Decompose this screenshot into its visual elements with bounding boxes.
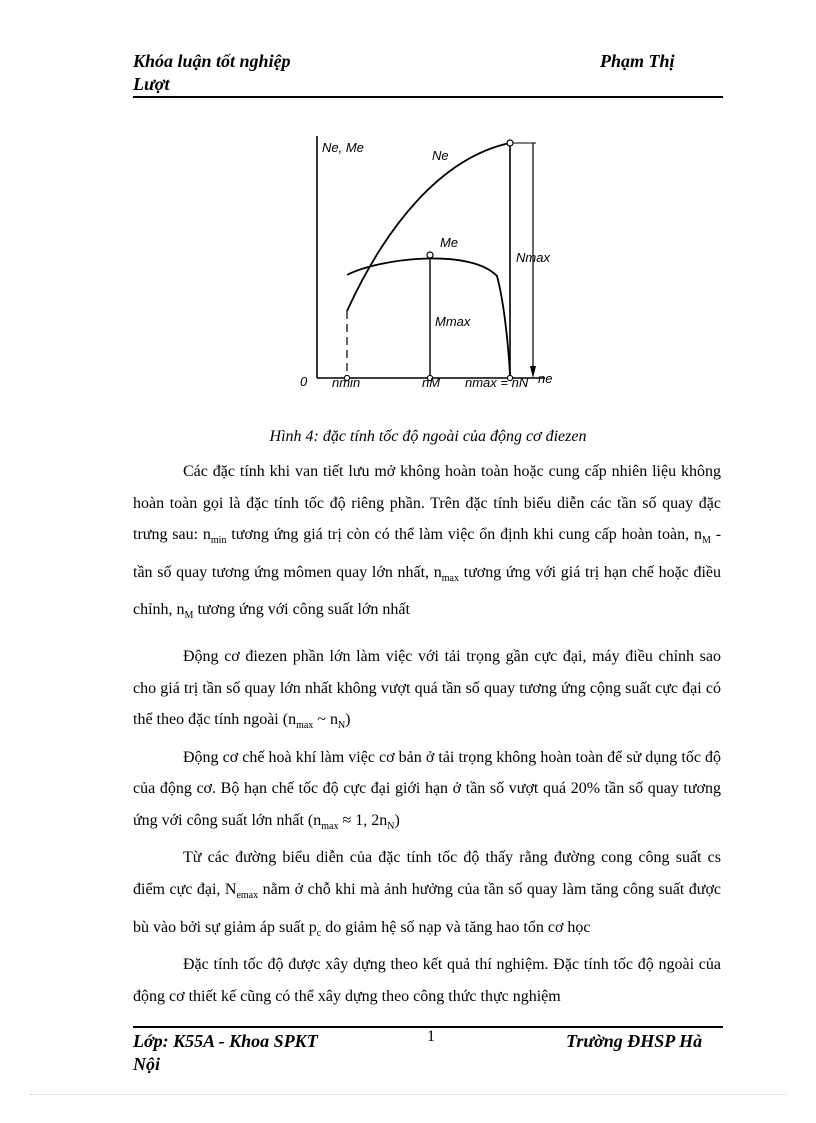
header-rule (133, 96, 723, 98)
speed-characteristic-figure (290, 128, 570, 418)
footer-class (133, 1030, 318, 1076)
me-curve-label: Me (440, 235, 459, 250)
power-max-marker (507, 140, 513, 146)
mmax-label: Mmax (435, 314, 471, 329)
power-curve (347, 143, 510, 311)
header-title-line1: Khóa luận tốt nghiệp (133, 51, 291, 71)
paragraph-2: Động cơ điezen phần lớn làm việc với tải trọng gần cực đại, máy điều chỉnh sao cho giá trị tần số quay lớn nhất không vượt quá tần số quay tương ứng cộng suất cực đại có thể theo đặc tính ngoài ($n_{max}$ ~ $n_N$) (133, 648, 721, 732)
y-axis-label: Ne, Me (322, 140, 364, 155)
footer-university: Trường ĐHSP Hà (566, 1031, 703, 1051)
x-axis-label: ne (538, 371, 553, 386)
nmax-power-label: Nmax (516, 250, 550, 265)
nM-label: nM (422, 375, 441, 390)
page-number: 1 (427, 1028, 435, 1045)
torque-max-marker (427, 252, 433, 258)
origin-label: 0 (300, 374, 308, 389)
figure-caption: Hình 4: đặc tính tốc độ ngoài của động cơ điezen (269, 428, 587, 445)
paragraph-1: Các đặc tính khi van tiết lưu mở không hoàn toàn hoặc cung cấp nhiên liệu không hoàn toàn gọi là đặc tính tốc độ riêng phần. Trên đặc tính biểu diễn các tần số quay đặc trưng sau: $n_{min}$ tương ứng giá trị còn có thể làm việc ổn định khi cung cấp hoàn toàn, $n_M$ - tần số quay tương ứng mômen quay lớn nhất, $n_{max}$ tương ứng với giá trị hạn chế hoặc điều chỉnh, $n_M$ tương ứng với công suất lớn nhất (133, 463, 722, 622)
footer-class-line2: Nội (133, 1054, 160, 1074)
page-bottom-divider (30, 1094, 786, 1095)
paragraph-3: Động cơ chế hoà khí làm việc cơ bản ở tải trọng không hoàn toàn để sử dụng tốc độ của động cơ. Bộ hạn chế tốc độ cực đại giới hạn ở tần số vượt quá 20% tần số quay tương ứng với công suất lớn nhất ($n_{max} \approx 1$, $2n_N$) (133, 748, 721, 832)
nmax-arrowhead (530, 366, 536, 378)
footer-class-line1: Lớp: K55A - Khoa SPKT (133, 1031, 318, 1051)
nmin-label: nmin (332, 375, 361, 390)
header-title-line2: Lượt (133, 74, 170, 94)
torque-curve (347, 258, 510, 375)
header-author: Phạm Thị (600, 51, 675, 71)
paragraph-4: Từ các đường biểu diễn của đặc tính tốc độ thấy rằng đường cong công suất cs điểm cực đại, $N_{emax}$ nằm ở chỗ khi mà ảnh hưởng của tần số quay làm tăng công suất được bù vào bởi sự giảm áp suất $p_c$ do giảm hệ số nạp và tăng hao tổn cơ học (133, 849, 722, 939)
header-title (133, 50, 291, 96)
ne-curve-label: Ne (432, 148, 449, 163)
nmax-eq-label: nmax = nN (465, 375, 529, 390)
paragraph-5: Đặc tính tốc độ được xây dựng theo kết quả thí nghiệm. Đặc tính tốc độ ngoài của động cơ thiết kế cũng có thể xây dựng theo công thức thực nghiệm (133, 956, 721, 1005)
body-text (133, 456, 721, 1012)
